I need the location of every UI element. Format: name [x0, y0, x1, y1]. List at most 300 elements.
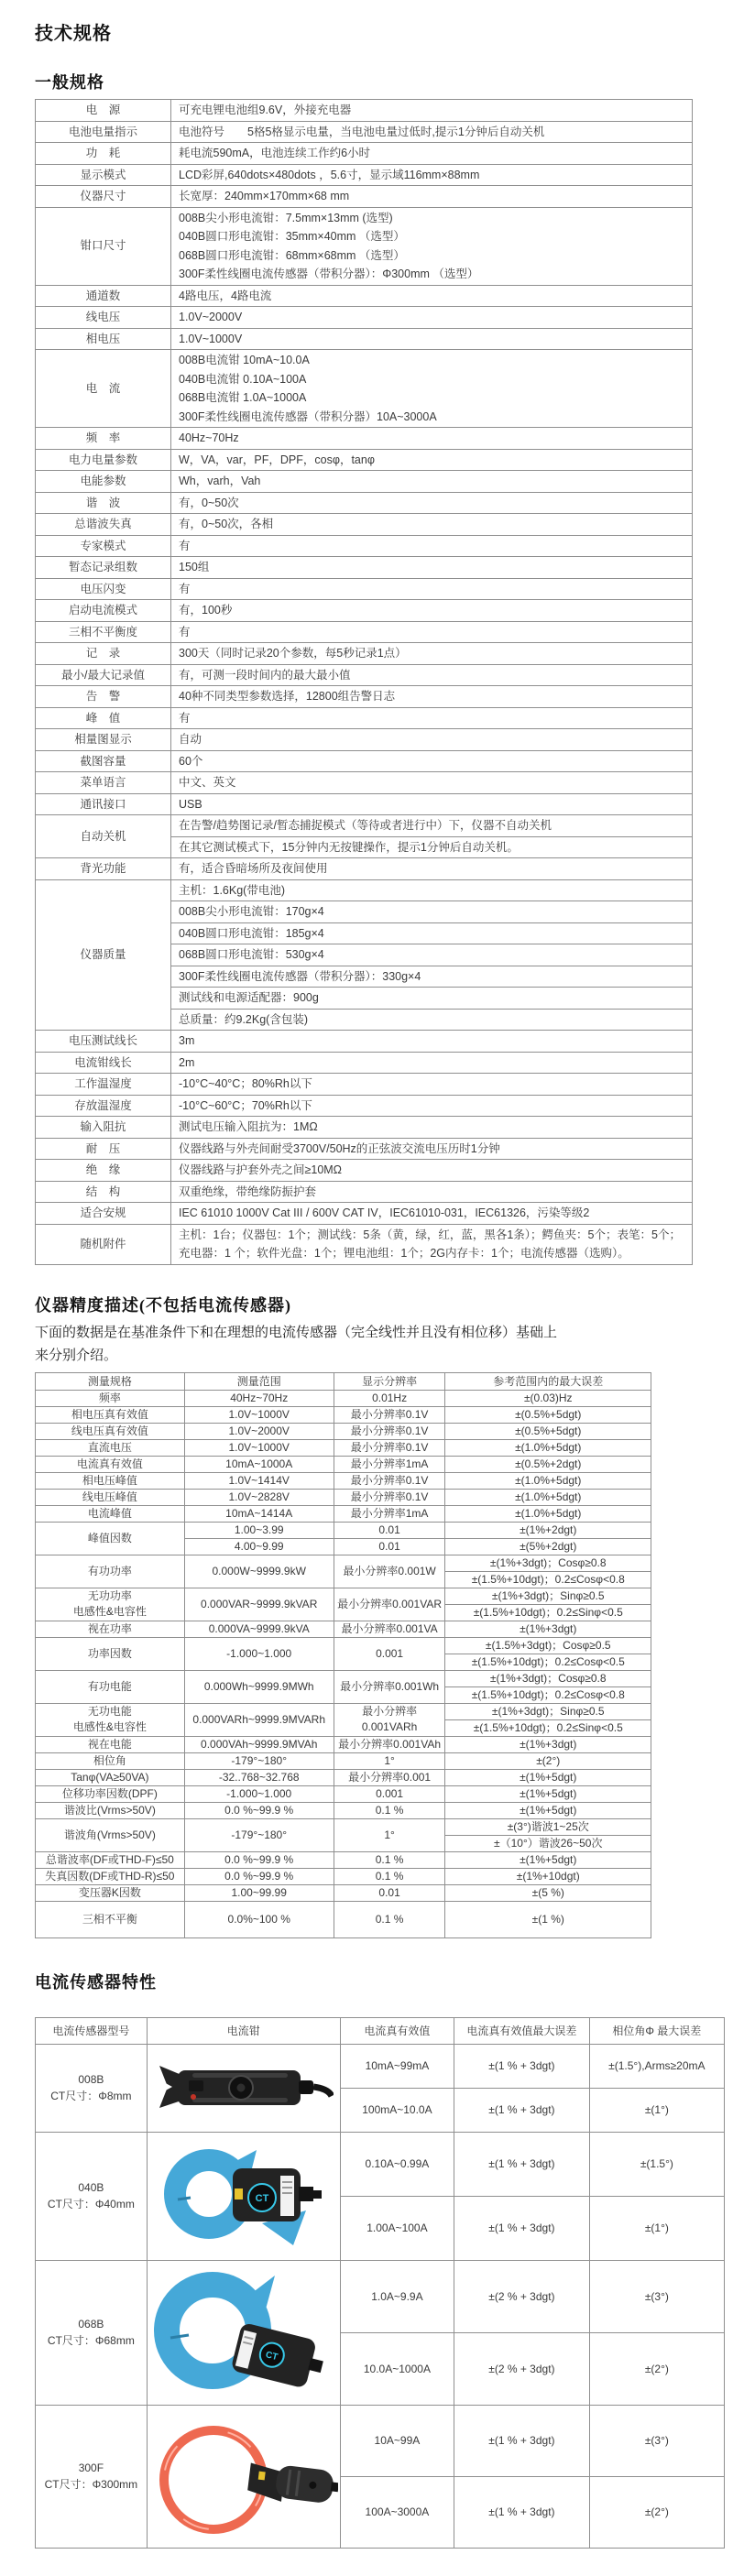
- general-spec-label: 电能参数: [36, 471, 171, 493]
- general-row: [36, 858, 693, 880]
- general-spec-label: 电 源: [36, 100, 171, 122]
- general-row: [36, 793, 693, 815]
- display-resolution: 最小分辨率1mA: [334, 1505, 445, 1522]
- max-error: ±(1%+5dgt): [445, 1851, 651, 1868]
- general-row: [36, 707, 693, 729]
- display-resolution: 最小分辨率1mA: [334, 1456, 445, 1472]
- general-row: [36, 328, 693, 350]
- sensor-header-row: [36, 2017, 725, 2044]
- general-spec-value: 有，可测一段时间内的最大最小值: [171, 664, 693, 686]
- max-error: ±(1.0%+5dgt): [445, 1439, 651, 1456]
- general-row: [36, 1203, 693, 1225]
- general-spec-label: 通道数: [36, 285, 171, 307]
- general-spec-label: 仪器质量: [36, 879, 171, 1031]
- accuracy-row: [36, 1489, 651, 1505]
- accuracy-table-head: [36, 1372, 651, 1390]
- accuracy-table-body: [36, 1390, 651, 1937]
- max-error: ±(1.5%+10dgt)；0.2≤Sinφ<0.5: [445, 1604, 651, 1621]
- max-error: ±(1%+10dgt): [445, 1868, 651, 1884]
- general-row: [36, 121, 693, 143]
- general-spec-label: 频 率: [36, 428, 171, 450]
- display-resolution: 0.1 %: [334, 1802, 445, 1818]
- general-row: [36, 1138, 693, 1160]
- general-row: [36, 578, 693, 600]
- general-spec-value: 1.0V~1000V: [171, 328, 693, 350]
- measure-spec: 总谐波率(DF或THD-F)≤50: [36, 1851, 185, 1868]
- display-resolution: 最小分辨率0.001VA: [334, 1621, 445, 1637]
- measure-range: -179°~180°: [184, 1752, 334, 1769]
- general-spec-label: 截图容量: [36, 750, 171, 772]
- phase-angle-max-error: ±(1°): [589, 2088, 724, 2132]
- measure-spec: 直流电压: [36, 1439, 185, 1456]
- measure-range: 1.0V~1414V: [184, 1472, 334, 1489]
- general-spec-value: USB: [171, 793, 693, 815]
- general-spec-value: 电池符号 5格5格显示电量，当电池电量过低时,提示1分钟后自动关机: [171, 121, 693, 143]
- general-spec-label: 总谐波失真: [36, 514, 171, 536]
- measure-spec: 视在功率: [36, 1621, 185, 1637]
- max-error: ±(1%+3dgt)；Sinφ≥0.5: [445, 1703, 651, 1719]
- max-error: ±(1%+3dgt)；Cosφ≥0.8: [445, 1670, 651, 1686]
- accuracy-row: [36, 1901, 651, 1937]
- general-spec-value: 主机：1.6Kg(带电池): [171, 879, 693, 901]
- accuracy-header-cell: 参考范围内的最大误差: [445, 1372, 651, 1390]
- current-range: 100mA~10.0A: [340, 2088, 454, 2132]
- max-error: ±(1%+3dgt)；Sinφ≥0.5: [445, 1588, 651, 1604]
- accuracy-row: [36, 1802, 651, 1818]
- sensor-model: 068B CT尺寸：Φ68mm: [36, 2260, 148, 2405]
- display-resolution: 0.01: [334, 1522, 445, 1538]
- measure-range: 0.000VARh~9999.9MVARh: [184, 1703, 334, 1736]
- measure-range: 4.00~9.99: [184, 1538, 334, 1555]
- max-error: ±(0.5%+2dgt): [445, 1456, 651, 1472]
- max-error: ±(1%+3dgt): [445, 1736, 651, 1752]
- general-spec-value: 40Hz~70Hz: [171, 428, 693, 450]
- display-resolution: 0.1 %: [334, 1868, 445, 1884]
- sensor-row: [36, 2405, 725, 2476]
- general-spec-value: 测试电压输入阻抗为：1MΩ: [171, 1117, 693, 1139]
- section-title-sensors: 电流传感器特性: [35, 1972, 157, 1992]
- accuracy-header-cell: 测量范围: [184, 1372, 334, 1390]
- measure-range: 1.0V~1000V: [184, 1406, 334, 1423]
- general-spec-value: 有，100秒: [171, 600, 693, 622]
- general-spec-value: 主机：1台；仪器包：1个；测试线：5条（黄，绿，红，蓝，黑各1条）；鳄鱼夹：5个；表笔：5个；充电器：1 个；软件光盘：1个；锂电池组：1个；2G内存卡：1个；电流传感器（选购）。: [171, 1224, 693, 1264]
- section-title-accuracy: 仪器精度描述(不包括电流传感器): [35, 1295, 291, 1315]
- general-spec-label: 专家模式: [36, 535, 171, 557]
- accuracy-row: [36, 1555, 651, 1571]
- accuracy-row: [36, 1752, 651, 1769]
- general-spec-value: 300F柔性线圈电流传感器（带积分器）：330g×4: [171, 966, 693, 988]
- general-spec-value: 仪器线路与护套外壳之间≥10MΩ: [171, 1160, 693, 1182]
- measure-spec: 相位角: [36, 1752, 185, 1769]
- accuracy-row: [36, 1736, 651, 1752]
- clamp-image-008b: [147, 2044, 340, 2132]
- general-row: [36, 772, 693, 794]
- general-spec-value: LCD彩屏,640dots×480dots ，5.6寸，显示域116mm×88mm: [171, 164, 693, 186]
- general-spec-label: 输入阻抗: [36, 1117, 171, 1139]
- accuracy-header-cell: 测量规格: [36, 1372, 185, 1390]
- current-range: 10.0A~1000A: [340, 2332, 454, 2405]
- accuracy-row: [36, 1390, 651, 1406]
- measure-spec: 有功功率: [36, 1555, 185, 1588]
- current-range: 10A~99A: [340, 2405, 454, 2476]
- current-rms-max-error: ±(1 % + 3dgt): [454, 2132, 590, 2196]
- general-spec-value: 有: [171, 535, 693, 557]
- measure-spec: Tanφ(VA≥50VA): [36, 1769, 185, 1785]
- general-spec-label: 存放温湿度: [36, 1095, 171, 1117]
- accuracy-row: [36, 1703, 651, 1719]
- accuracy-row: [36, 1621, 651, 1637]
- measure-range: 0.000VA~9999.9kVA: [184, 1621, 334, 1637]
- general-spec-value: 150组: [171, 557, 693, 579]
- sensor-header-cell: 电流钳: [147, 2017, 340, 2044]
- max-error: ±(0.5%+5dgt): [445, 1406, 651, 1423]
- current-rms-max-error: ±(1 % + 3dgt): [454, 2044, 590, 2088]
- general-row: [36, 164, 693, 186]
- max-error: ±（10°）谐波26~50次: [445, 1835, 651, 1851]
- accuracy-row: [36, 1472, 651, 1489]
- measure-range: 0.000Wh~9999.9MWh: [184, 1670, 334, 1703]
- max-error: ±(1.0%+5dgt): [445, 1489, 651, 1505]
- display-resolution: 最小分辨率0.001W: [334, 1555, 445, 1588]
- max-error: ±(1%+5dgt): [445, 1769, 651, 1785]
- measure-spec: 谐波比(Vrms>50V): [36, 1802, 185, 1818]
- svg-text:CT: CT: [264, 2350, 279, 2363]
- general-spec-value: 中文、英文: [171, 772, 693, 794]
- general-spec-value: 40种不同类型参数选择，12800组告警日志: [171, 686, 693, 708]
- general-spec-label: 结 构: [36, 1181, 171, 1203]
- general-spec-label: 耐 压: [36, 1138, 171, 1160]
- display-resolution: 0.001: [334, 1637, 445, 1670]
- display-resolution: 0.1 %: [334, 1901, 445, 1937]
- general-spec-value: 008B尖小形电流钳：170g×4: [171, 901, 693, 923]
- measure-spec: 相电压真有效值: [36, 1406, 185, 1423]
- display-resolution: 0.001: [334, 1785, 445, 1802]
- max-error: ±(2°): [445, 1752, 651, 1769]
- clamp-068b-svg: [152, 2263, 335, 2402]
- measure-spec: 有功电能: [36, 1670, 185, 1703]
- measure-spec: 变压器K因数: [36, 1884, 185, 1901]
- clamp-image-040b: [147, 2132, 340, 2260]
- accuracy-table: [35, 1372, 651, 1938]
- measure-range: 1.00~3.99: [184, 1522, 334, 1538]
- max-error: ±(1%+5dgt): [445, 1785, 651, 1802]
- max-error: ±(1 %): [445, 1901, 651, 1937]
- phase-angle-max-error: ±(1.5°): [589, 2132, 724, 2196]
- max-error: ±(1%+3dgt)；Cosφ≥0.8: [445, 1555, 651, 1571]
- display-resolution: 0.1 %: [334, 1851, 445, 1868]
- current-rms-max-error: ±(1 % + 3dgt): [454, 2476, 590, 2548]
- measure-spec: 线电压峰值: [36, 1489, 185, 1505]
- general-row: [36, 207, 693, 285]
- accuracy-row: [36, 1423, 651, 1439]
- measure-range: -1.000~1.000: [184, 1637, 334, 1670]
- display-resolution: 0.01Hz: [334, 1390, 445, 1406]
- general-row: [36, 492, 693, 514]
- general-spec-value: 有，0~50次: [171, 492, 693, 514]
- sensor-model: 300F CT尺寸：Φ300mm: [36, 2405, 148, 2548]
- general-row: [36, 1052, 693, 1074]
- max-error: ±(3°)谐波1~25次: [445, 1818, 651, 1835]
- general-row: [36, 514, 693, 536]
- general-spec-table: [35, 99, 693, 1265]
- measure-spec: 三相不平衡: [36, 1901, 185, 1937]
- max-error: ±(1%+3dgt): [445, 1621, 651, 1637]
- measure-range: 10mA~1414A: [184, 1505, 334, 1522]
- accuracy-row: [36, 1670, 651, 1686]
- general-spec-label: 适合安规: [36, 1203, 171, 1225]
- general-row: [36, 686, 693, 708]
- current-rms-max-error: ±(1 % + 3dgt): [454, 2088, 590, 2132]
- general-spec-label: 相电压: [36, 328, 171, 350]
- measure-range: 0.0 %~99.9 %: [184, 1802, 334, 1818]
- general-spec-value: 有: [171, 578, 693, 600]
- measure-spec: 失真因数(DF或THD-R)≤50: [36, 1868, 185, 1884]
- general-spec-value: 在其它测试模式下，15分钟内无按键操作，提示1分钟后自动关机。: [171, 836, 693, 858]
- general-spec-value: 有，0~50次，各相: [171, 514, 693, 536]
- general-spec-label: 相量图显示: [36, 729, 171, 751]
- accuracy-row: [36, 1818, 651, 1835]
- display-resolution: 最小分辨率0.001VAR: [334, 1588, 445, 1621]
- general-row: [36, 1181, 693, 1203]
- max-error: ±(5%+2dgt): [445, 1538, 651, 1555]
- display-resolution: 最小分辨率0.1V: [334, 1489, 445, 1505]
- general-spec-label: 暂态记录组数: [36, 557, 171, 579]
- sensor-header-cell: 电流传感器型号: [36, 2017, 148, 2044]
- general-row: [36, 471, 693, 493]
- measure-range: 10mA~1000A: [184, 1456, 334, 1472]
- measure-spec: 无功电能 电感性&电容性: [36, 1703, 185, 1736]
- coil-300f-svg: [149, 2412, 338, 2540]
- general-row: [36, 285, 693, 307]
- accuracy-intro-line2: 来分别介绍。: [35, 1348, 118, 1363]
- measure-range: 0.000VAh~9999.9MVAh: [184, 1736, 334, 1752]
- general-spec-value: 自动: [171, 729, 693, 751]
- general-row: [36, 100, 693, 122]
- phase-angle-max-error: ±(2°): [589, 2332, 724, 2405]
- phase-angle-max-error: ±(3°): [589, 2405, 724, 2476]
- general-spec-value: -10°C~40°C；80%Rh以下: [171, 1074, 693, 1096]
- sensor-row: [36, 2260, 725, 2332]
- accuracy-intro-line1: 下面的数据是在基准条件下和在理想的电流传感器（完全线性并且没有相位移）基础上: [35, 1325, 558, 1340]
- general-spec-value: 068B圆口形电流钳：530g×4: [171, 944, 693, 966]
- measure-spec: 峰值因数: [36, 1522, 185, 1555]
- phase-angle-max-error: ±(2°): [589, 2476, 724, 2548]
- general-spec-label: 显示模式: [36, 164, 171, 186]
- sensor-model: 008B CT尺寸：Φ8mm: [36, 2044, 148, 2132]
- general-spec-label: 随机附件: [36, 1224, 171, 1264]
- measure-range: 1.00~99.99: [184, 1884, 334, 1901]
- max-error: ±(1%+2dgt): [445, 1522, 651, 1538]
- display-resolution: 最小分辨率0.1V: [334, 1406, 445, 1423]
- general-row: [36, 143, 693, 165]
- clamp-008b-svg: [154, 2058, 334, 2117]
- general-row: [36, 729, 693, 751]
- general-row: [36, 186, 693, 208]
- measure-range: 1.0V~2000V: [184, 1423, 334, 1439]
- accuracy-row: [36, 1769, 651, 1785]
- general-spec-label: 电流钳线长: [36, 1052, 171, 1074]
- general-spec-label: 峰 值: [36, 707, 171, 729]
- sensor-header-cell: 电流真有效值: [340, 2017, 454, 2044]
- general-spec-label: 谐 波: [36, 492, 171, 514]
- current-range: 10mA~99mA: [340, 2044, 454, 2088]
- display-resolution: 1°: [334, 1752, 445, 1769]
- measure-spec: 位移功率因数(DPF): [36, 1785, 185, 1802]
- general-row: [36, 449, 693, 471]
- general-row: [36, 307, 693, 329]
- measure-range: 1.0V~2828V: [184, 1489, 334, 1505]
- measure-range: 1.0V~1000V: [184, 1439, 334, 1456]
- general-spec-value: 耗电流590mA，电池连续工作约6小时: [171, 143, 693, 165]
- measure-range: -1.000~1.000: [184, 1785, 334, 1802]
- current-rms-max-error: ±(2 % + 3dgt): [454, 2332, 590, 2405]
- general-table-body: [36, 100, 693, 1265]
- measure-range: 0.000VAR~9999.9kVAR: [184, 1588, 334, 1621]
- general-spec-value: -10°C~60°C；70%Rh以下: [171, 1095, 693, 1117]
- general-spec-value: 040B圆口形电流钳：185g×4: [171, 922, 693, 944]
- phase-angle-max-error: ±(3°): [589, 2260, 724, 2332]
- max-error: ±(1.5%+10dgt)；0.2≤Cosφ<0.5: [445, 1654, 651, 1670]
- accuracy-row: [36, 1851, 651, 1868]
- measure-spec: 视在电能: [36, 1736, 185, 1752]
- general-spec-label: 绝 缘: [36, 1160, 171, 1182]
- accuracy-row: [36, 1884, 651, 1901]
- phase-angle-max-error: ±(1°): [589, 2196, 724, 2260]
- display-resolution: 最小分辨率0.1V: [334, 1472, 445, 1489]
- accuracy-row: [36, 1456, 651, 1472]
- general-spec-label: 电力电量参数: [36, 449, 171, 471]
- general-row: [36, 750, 693, 772]
- sensor-header-cell: 相位角Φ 最大误差: [589, 2017, 724, 2044]
- sensor-table: [35, 2017, 725, 2549]
- general-spec-label: 记 录: [36, 643, 171, 665]
- general-spec-label: 三相不平衡度: [36, 621, 171, 643]
- clamp-image-300f: [147, 2405, 340, 2548]
- general-spec-value: W，VA，var，PF，DPF，cosφ，tanφ: [171, 449, 693, 471]
- measure-range: -32..768~32.768: [184, 1769, 334, 1785]
- general-spec-value: 300天（同时记录20个参数，每5秒记录1点）: [171, 643, 693, 665]
- display-resolution: 1°: [334, 1818, 445, 1851]
- general-spec-value: 在告警/趋势图记录/暂态捕捉模式（等待或者进行中）下，仪器不自动关机: [171, 815, 693, 837]
- general-row: [36, 664, 693, 686]
- current-range: 1.00A~100A: [340, 2196, 454, 2260]
- max-error: ±(0.03)Hz: [445, 1390, 651, 1406]
- display-resolution: 最小分辨率0.1V: [334, 1439, 445, 1456]
- measure-spec: 电流峰值: [36, 1505, 185, 1522]
- general-row: [36, 1095, 693, 1117]
- accuracy-intro: [35, 1322, 713, 1368]
- current-range: 1.0A~9.9A: [340, 2260, 454, 2332]
- measure-range: -179°~180°: [184, 1818, 334, 1851]
- measure-spec: 频率: [36, 1390, 185, 1406]
- general-row: [36, 643, 693, 665]
- max-error: ±(1.5%+3dgt)；Cosφ≥0.5: [445, 1637, 651, 1654]
- general-row: [36, 1074, 693, 1096]
- max-error: ±(1.5%+10dgt)；0.2≤Cosφ<0.8: [445, 1686, 651, 1703]
- general-spec-label: 告 警: [36, 686, 171, 708]
- general-spec-value: 008B尖小形电流钳：7.5mm×13mm (选型) 040B圆口形电流钳：35mm×40mm （选型） 068B圆口形电流钳：68mm×68mm （选型） 300F柔性线圈电流传感器（带积分器）：Φ300mm （选型）: [171, 207, 693, 285]
- general-row: [36, 600, 693, 622]
- general-spec-value: 长宽厚：240mm×170mm×68 mm: [171, 186, 693, 208]
- general-row: [36, 557, 693, 579]
- general-spec-label: 电 流: [36, 350, 171, 428]
- svg-text:CT: CT: [255, 2193, 269, 2204]
- general-spec-value: 4路电压，4路电流: [171, 285, 693, 307]
- display-resolution: 最小分辨率0.001Wh: [334, 1670, 445, 1703]
- clamp-image-068b: [147, 2260, 340, 2405]
- accuracy-row: [36, 1439, 651, 1456]
- phase-angle-max-error: ±(1.5°),Arms≥20mA: [589, 2044, 724, 2088]
- sensor-row: [36, 2132, 725, 2196]
- general-spec-label: 电压闪变: [36, 578, 171, 600]
- general-spec-value: 可充电锂电池组9.6V，外接充电器: [171, 100, 693, 122]
- accuracy-row: [36, 1522, 651, 1538]
- measure-spec: 线电压真有效值: [36, 1423, 185, 1439]
- general-spec-label: 功 耗: [36, 143, 171, 165]
- max-error: ±(1.0%+5dgt): [445, 1472, 651, 1489]
- measure-spec: 无功功率 电感性&电容性: [36, 1588, 185, 1621]
- current-rms-max-error: ±(2 % + 3dgt): [454, 2260, 590, 2332]
- measure-spec: 相电压峰值: [36, 1472, 185, 1489]
- general-row: [36, 1160, 693, 1182]
- general-spec-value: 总质量：约9.2Kg(含包装): [171, 1009, 693, 1031]
- general-row: [36, 621, 693, 643]
- page-title: 技术规格: [35, 24, 112, 44]
- general-spec-value: 有: [171, 621, 693, 643]
- general-spec-value: 2m: [171, 1052, 693, 1074]
- accuracy-row: [36, 1785, 651, 1802]
- general-spec-label: 线电压: [36, 307, 171, 329]
- general-spec-label: 最小/最大记录值: [36, 664, 171, 686]
- display-resolution: 最小分辨率0.001VAh: [334, 1736, 445, 1752]
- max-error: ±(1.5%+10dgt)；0.2≤Sinφ<0.5: [445, 1719, 651, 1736]
- general-row: [36, 1031, 693, 1053]
- general-row: [36, 428, 693, 450]
- accuracy-row: [36, 1868, 651, 1884]
- max-error: ±(0.5%+5dgt): [445, 1423, 651, 1439]
- display-resolution: 0.01: [334, 1884, 445, 1901]
- general-spec-label: 电压测试线长: [36, 1031, 171, 1053]
- accuracy-row: [36, 1588, 651, 1604]
- current-rms-max-error: ±(1 % + 3dgt): [454, 2405, 590, 2476]
- display-resolution: 0.01: [334, 1538, 445, 1555]
- general-spec-label: 钳口尺寸: [36, 207, 171, 285]
- general-spec-label: 仪器尺寸: [36, 186, 171, 208]
- max-error: ±(1%+5dgt): [445, 1802, 651, 1818]
- general-spec-value: 008B电流钳 10mA~10.0A 040B电流钳 0.10A~100A 068B电流钳 1.0A~1000A 300F柔性线圈电流传感器（带积分器）10A~3000A: [171, 350, 693, 428]
- general-row: [36, 815, 693, 837]
- sensor-model: 040B CT尺寸：Φ40mm: [36, 2132, 148, 2260]
- measure-range: 0.0 %~99.9 %: [184, 1868, 334, 1884]
- general-spec-value: 有，适合昏暗场所及夜间使用: [171, 858, 693, 880]
- max-error: ±(5 %): [445, 1884, 651, 1901]
- section-title-general: 一般规格: [35, 73, 104, 92]
- measure-range: 0.0 %~99.9 %: [184, 1851, 334, 1868]
- accuracy-header-row: [36, 1372, 651, 1390]
- clamp-040b-svg: [154, 2139, 334, 2253]
- general-spec-value: 3m: [171, 1031, 693, 1053]
- measure-spec: 谐波角(Vrms>50V): [36, 1818, 185, 1851]
- accuracy-header-cell: 显示分辨率: [334, 1372, 445, 1390]
- general-row: [36, 350, 693, 428]
- measure-range: 0.000W~9999.9kW: [184, 1555, 334, 1588]
- accuracy-row: [36, 1406, 651, 1423]
- sensor-header-cell: 电流真有效值最大误差: [454, 2017, 590, 2044]
- general-spec-label: 电池电量指示: [36, 121, 171, 143]
- general-row: [36, 1117, 693, 1139]
- current-range: 100A~3000A: [340, 2476, 454, 2548]
- sensor-table-body: [36, 2044, 725, 2548]
